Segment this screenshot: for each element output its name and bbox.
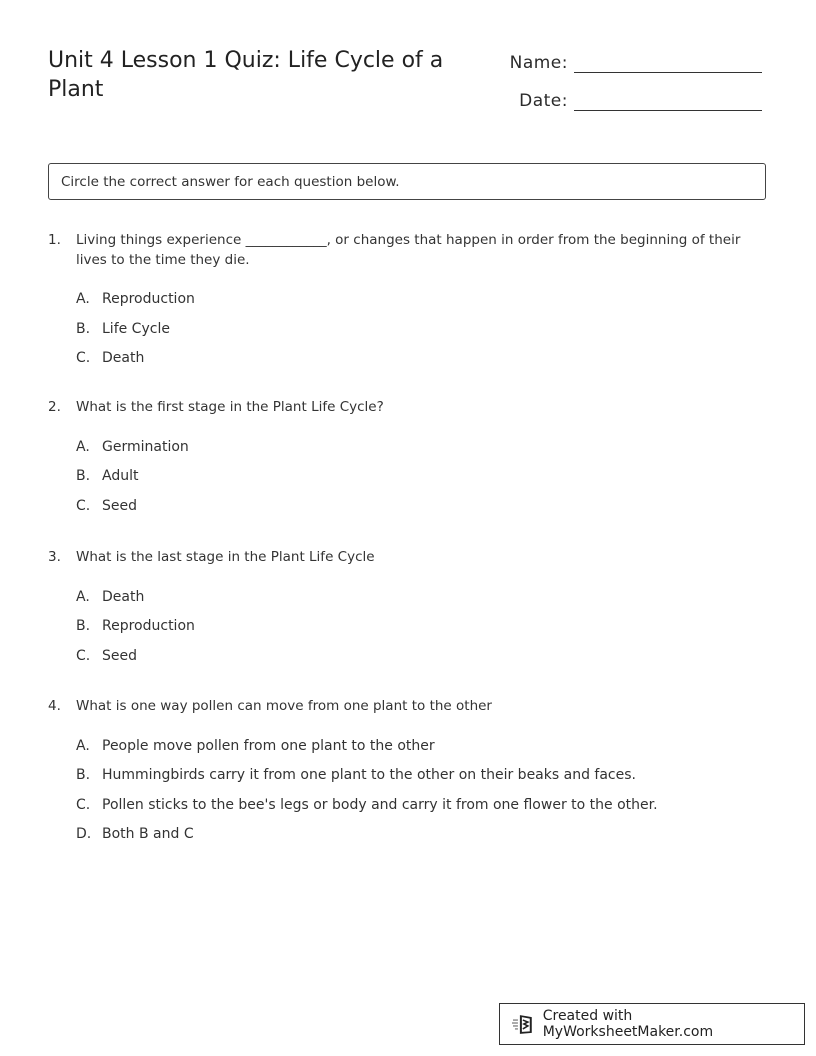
option-2a[interactable] xyxy=(76,438,768,468)
option-text: People move pollen from one plant to the other xyxy=(102,737,435,754)
option-letter: A. xyxy=(76,291,90,307)
option-4c[interactable] xyxy=(76,796,768,826)
option-letter: A. xyxy=(76,588,90,605)
option-1b[interactable] xyxy=(76,320,768,350)
option-text: Adult xyxy=(102,468,139,484)
footer-badge[interactable] xyxy=(499,1003,805,1045)
option-letter: D. xyxy=(76,826,92,842)
option-list xyxy=(48,588,768,677)
option-text: Germination xyxy=(102,438,189,455)
option-letter: B. xyxy=(76,618,91,634)
option-2c[interactable] xyxy=(76,497,768,527)
option-4b[interactable] xyxy=(76,766,768,796)
question-1 xyxy=(48,231,768,379)
footer-text: Created with MyWorksheetMaker.com xyxy=(542,1008,714,1040)
option-text: Death xyxy=(102,588,145,605)
option-list xyxy=(48,290,768,379)
option-2b[interactable] xyxy=(76,467,768,497)
option-letter: C. xyxy=(76,796,91,813)
instructions-box: Circle the correct answer for each question below. xyxy=(48,163,766,200)
date-field-row xyxy=(498,90,762,111)
question-number: 3. xyxy=(48,549,61,565)
option-letter: B. xyxy=(76,767,91,783)
option-3a[interactable] xyxy=(76,588,768,618)
question-4 xyxy=(48,697,768,855)
option-letter: C. xyxy=(76,647,91,664)
option-text: Reproduction xyxy=(102,291,195,307)
question-number: 1. xyxy=(48,232,61,248)
option-letter: A. xyxy=(76,737,90,754)
question-text: What is the first stage in the Plant Life Cycle? xyxy=(76,399,384,415)
option-1c[interactable] xyxy=(76,349,768,379)
option-text: Hummingbirds carry it from one plant to the other on their beaks and faces. xyxy=(102,767,636,783)
date-label: Date: xyxy=(519,91,568,111)
option-text: Both B and C xyxy=(102,826,194,842)
question-text: What is one way pollen can move from one plant to the other xyxy=(76,698,492,714)
option-letter: A. xyxy=(76,438,90,455)
name-field-row xyxy=(498,52,762,73)
name-label: Name: xyxy=(509,53,568,73)
option-1a[interactable] xyxy=(76,290,768,320)
option-letter: B. xyxy=(76,320,91,337)
question-2 xyxy=(48,398,768,526)
option-3b[interactable] xyxy=(76,617,768,647)
question-number: 2. xyxy=(48,399,61,415)
option-letter: B. xyxy=(76,468,91,484)
option-text: Reproduction xyxy=(102,618,195,634)
question-3 xyxy=(48,548,768,676)
worksheet-logo-icon xyxy=(512,1013,536,1035)
option-text: Death xyxy=(102,350,145,366)
date-field[interactable] xyxy=(574,90,762,111)
question-text: What is the last stage in the Plant Life Cycle xyxy=(76,549,375,565)
name-field[interactable] xyxy=(574,52,762,73)
option-4a[interactable] xyxy=(76,737,768,767)
option-list xyxy=(48,737,768,855)
option-letter: C. xyxy=(76,497,91,514)
option-text: Seed xyxy=(102,497,137,514)
page-title: Unit 4 Lesson 1 Quiz: Life Cycle of a Plant xyxy=(48,48,444,102)
option-4d[interactable] xyxy=(76,825,768,855)
question-number: 4. xyxy=(48,698,61,714)
option-3c[interactable] xyxy=(76,647,768,677)
option-letter: C. xyxy=(76,350,91,366)
option-text: Pollen sticks to the bee's legs or body and carry it from one flower to the other. xyxy=(102,796,658,813)
option-text: Seed xyxy=(102,647,137,664)
question-text: Living things experience ____________, or changes that happen in order from the beginning of their lives to the time they die. xyxy=(76,232,741,268)
option-text: Life Cycle xyxy=(102,320,170,337)
option-list xyxy=(48,438,768,527)
